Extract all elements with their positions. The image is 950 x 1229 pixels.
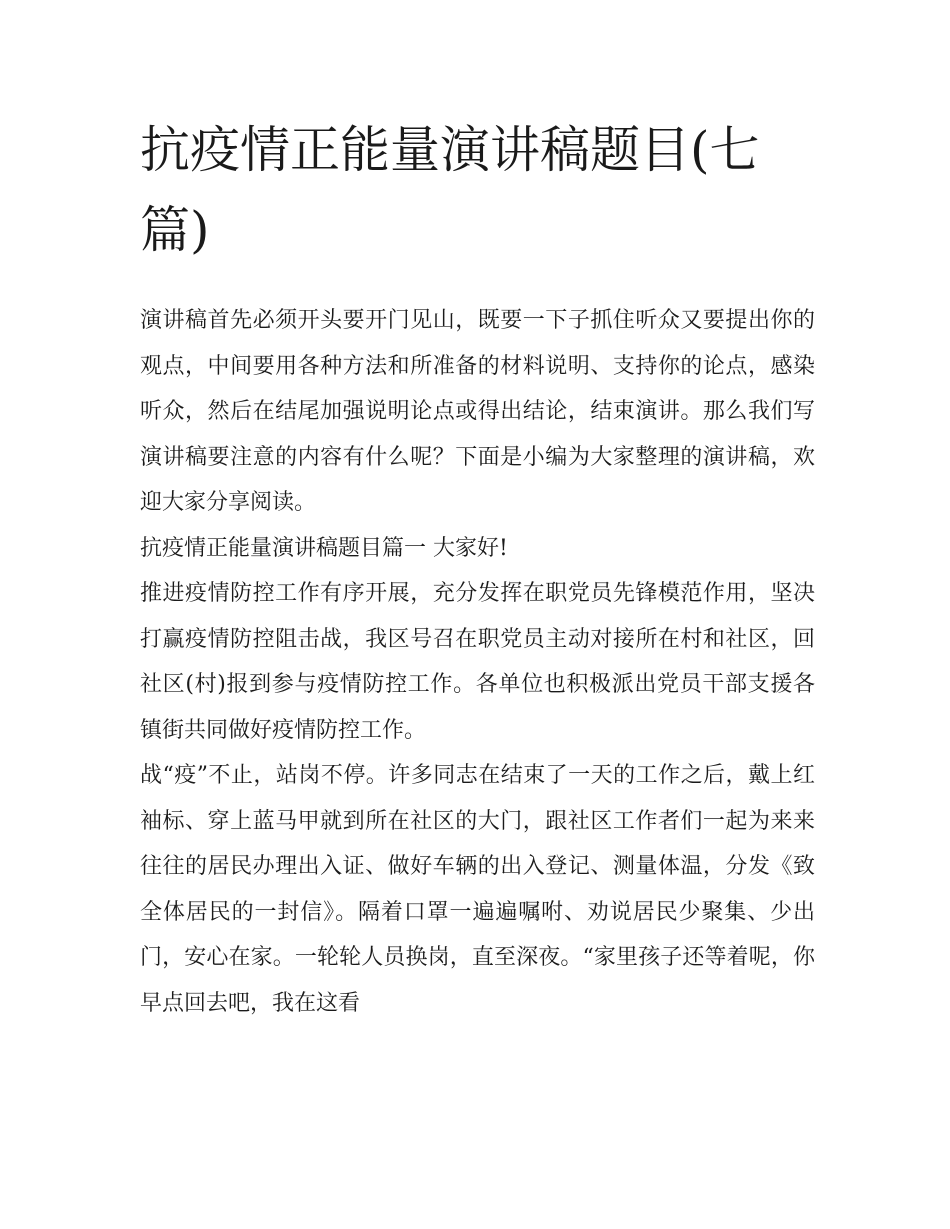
document-page: [140, 110, 815, 1026]
paragraph-section-heading: 抗疫情正能量演讲稿题目篇一 大家好!: [140, 535, 508, 561]
document-body: [140, 298, 815, 1026]
paragraph-on-duty: 战“疫”不止，站岗不停。许多同志在结束了一天的工作之后，戴上红袖标、穿上蓝马甲就到所在社区的大门，跟社区工作者们一起为来来往往的居民办理出入证、做好车辆的出入登记、测量体温，分发《致全体居民的一封信》。隔着口罩一遍遍嘱咐、劝说居民少聚集、少出门，安心在家。一轮轮人员换岗，直至深夜。“家里孩子还等着呢，你早点回去吧，我在这看: [140, 763, 815, 1016]
paragraph-intro: 演讲稿首先必须开头要开门见山，既要一下子抓住听众又要提出你的观点，中间要用各种方法和所准备的材料说明、支持你的论点，感染听众，然后在结尾加强说明论点或得出结论，结束演讲。那么我们写演讲稿要注意的内容有什么呢？下面是小编为大家整理的演讲稿，欢迎大家分享阅读。: [140, 308, 815, 515]
document-title: 抗疫情正能量演讲稿题目(七篇): [140, 121, 760, 259]
paragraph-epidemic-control: 推进疫情防控工作有序开展，充分发挥在职党员先锋模范作用，坚决打赢疫情防控阻击战，我区号召在职党员主动对接所在村和社区，回社区(村)报到参与疫情防控工作。各单位也积极派出党员干部支援各镇街共同做好疫情防控工作。: [140, 581, 815, 743]
